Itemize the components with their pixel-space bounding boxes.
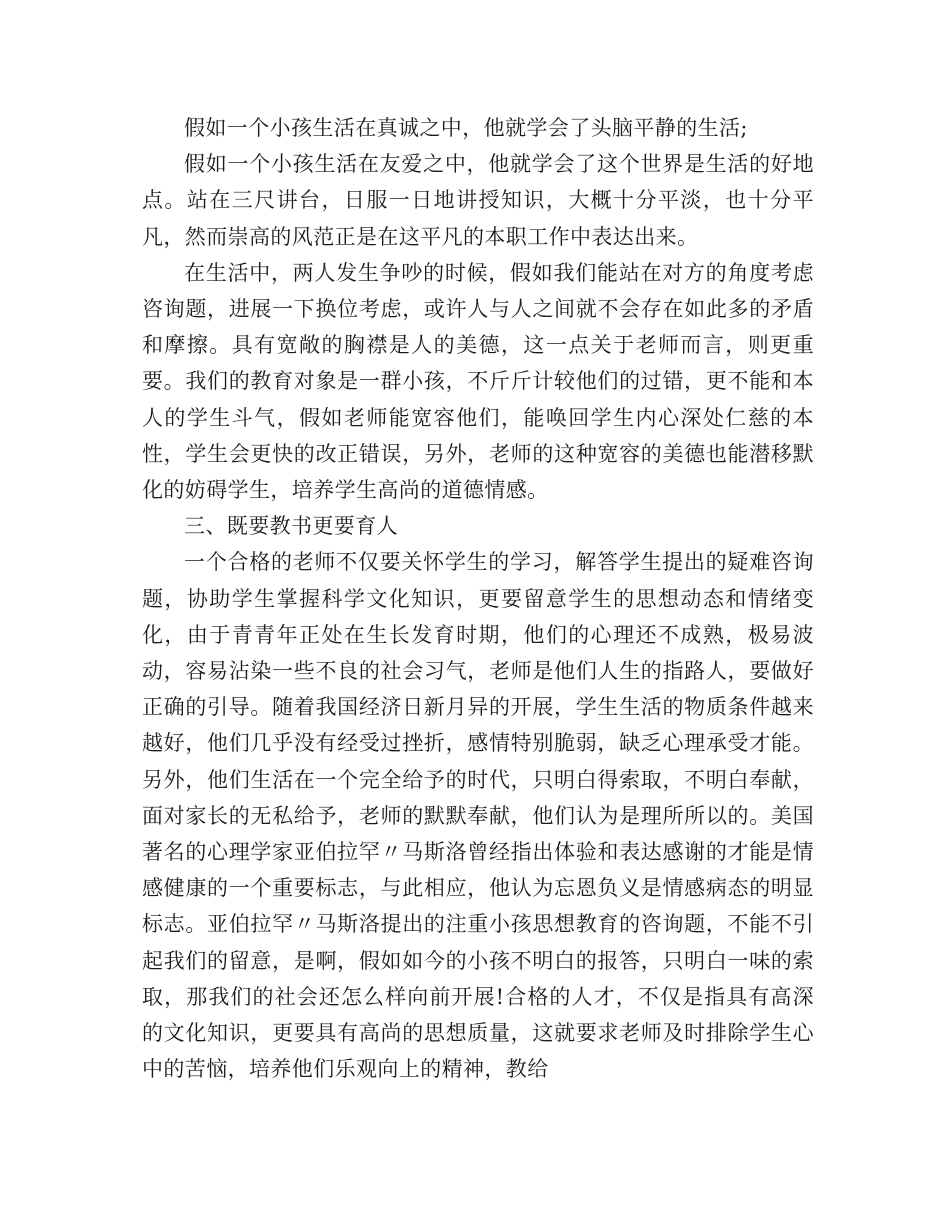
paragraph-tolerance: 在生活中，两人发生争吵的时候，假如我们能站在对方的角度考虑咨询题，进展一下换位考虑，或许人与人之间就不会存在如此多的矛盾和摩擦。具有宽敞的胸襟是人的美德，这一点关于老师而言，则更重要。我们的教育对象是一群小孩，不斤斤计较他们的过错，更不能和本人的学生斗气，假如老师能宽容他们，能唤回学生内心深处仁慈的本性，学生会更快的改正错误，另外，老师的这种宽容的美德也能潜移默化的妨碍学生，培养学生高尚的道德情感。 (142, 260, 814, 503)
document-body (142, 110, 814, 1087)
paragraph-friendship: 假如一个小孩生活在友爱之中，他就学会了这个世界是生活的好地点。站在三尺讲台，日服一日地讲授知识，大概十分平淡，也十分平凡，然而崇高的风范正是在这平凡的本职工作中表达出来。 (142, 152, 814, 249)
paragraph-educating: 一个合格的老师不仅要关怀学生的学习，解答学生提出的疑难咨询题，协助学生掌握科学文化知识，更要留意学生的思想动态和情绪变化，由于青青年正处在生长发育时期，他们的心理还不成熟，极易波动，容易沾染一些不良的社会习气，老师是他们人生的指路人，要做好正确的引导。随着我国经济日新月异的开展，学生生活的物质条件越来越好，他们几乎没有经受过挫折，感情特别脆弱，缺乏心理承受才能。另外，他们生活在一个完全给予的时代，只明白得索取，不明白奉献，面对家长的无私给予，老师的默默奉献，他们认为是理所所以的。美国著名的心理学家亚伯拉罕〃马斯洛曾经指出体验和表达感谢的才能是情感健康的一个重要标志，与此相应，他认为忘恩负义是情感病态的明显标志。亚伯拉罕〃马斯洛提出的注重小孩思想教育的咨询题，不能不引起我们的留意，是啊，假如如今的小孩不明白的报答，只明白一味的索取，那我们的社会还怎么样向前开展!合格的人才，不仅是指具有高深的文化知识，更要具有高尚的思想质量，这就要求老师及时排除学生心中的苦恼，培养他们乐观向上的精神，教给 (142, 550, 814, 1082)
section-heading: 三、既要教书更要育人 (184, 514, 398, 539)
paragraph-sincerity: 假如一个小孩生活在真诚之中，他就学会了头脑平静的生活; (184, 116, 748, 140)
